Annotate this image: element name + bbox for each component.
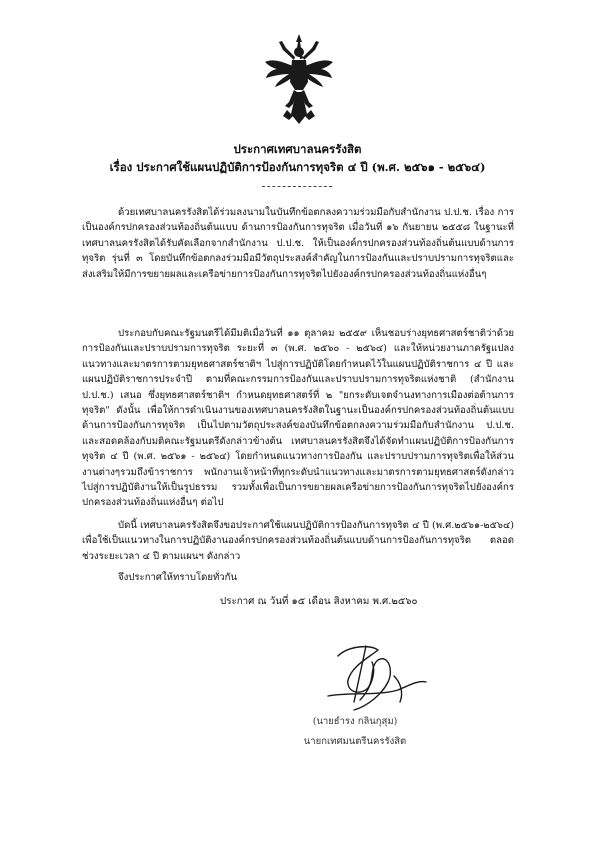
- garuda-emblem-icon: [263, 32, 335, 126]
- paragraph-text: บัดนี้ เทศบาลนครรังสิตจึงขอประกาศใช้แผนปฏิบัติการป้องกันการทุจริต ๔ ปี (พ.ศ.๒๕๖๑-๒๕๖๔) เพื่อใช้เป็นแนวทางในการปฏิบัติงานองค์กรปกครองส่วนท้องถิ่นต้นแบบด้านการป้องกันการทุจริต ตลอดช่วงระยะเวลา ๔ ปี ตามแผนฯ ดังกล่าว: [82, 520, 514, 562]
- handwritten-signature: [308, 636, 438, 726]
- announcement-date: ประกาศ ณ วันที่ ๑๕ เดือน สิงหาคม พ.ศ.๒๕๖๐: [220, 596, 418, 607]
- paragraph-text: ประกอบกับคณะรัฐมนตรีได้มีมติเมื่อวันที่ ๑๑ ตุลาคม ๒๕๕๙ เห็นชอบร่างยุทธศาสตร์ชาติว่าด้วยการป้องกันและปราบปรามการทุจริต ระยะที่ ๓ (พ.ศ. ๒๕๖๐ - ๒๕๖๔) และให้หน่วยงานภาครัฐแปลงแนวทางและมาตรการตามยุทธศาสตร์ชาติฯ ไปสู่การปฏิบัติโดยกำหนดไว้ในแผนปฏิบัติราชการ ๔ ปี และแผนปฏิบัติราชการประจำปี ตามที่คณะกรรมการป้องกันและปราบปรามการทุจริตแห่งชาติ (สำนักงาน ป.ป.ช.) เสนอ ซึ่งยุทธศาสตร์ชาติฯ กำหนดยุทธศาสตร์ที่ ๒ "ยกระดับเจตจำนงทางการเมืองต่อต้านการทุจริต" ดังนั้น เพื่อให้การดำเนินงานของเทศบาลนครรังสิตในฐานะเป็นองค์กรปกครองส่วนท้องถิ่นต้นแบบ ด้านการป้องกันการทุจริต เป็นไปตามวัตถุประสงค์ของบันทึกข้อตกลงความร่วมมือกับสำนักงาน ป.ป.ช. และสอดคล้องกับมติคณะรัฐมนตรีดังกล่าวข้างต้น เทศบาลนครรังสิตจึงได้จัดทำแผนปฏิบัติการป้องกันการทุจริต ๔ ปี (พ.ศ. ๒๕๖๑ - ๒๕๖๔) โดยกำหนดแนวทางการป้องกัน และปราบปรามการทุจริตเพื่อให้ส่วนงานต่างๆรวมถึงข้าราชการ พนักงานเจ้าหน้าที่ทุกระดับนำแนวทางและมาตรการตามยุทธศาสตร์ดังกล่าวไปสู่การปฏิบัติงานให้เป็นรูปธรรม รวมทั้งเพื่อเป็นการขยายผลเครือข่ายการป้องกันการทุจริตไปยังองค์กรปกครองส่วนท้องถิ่นแห่งอื่นๆ ต่อไป: [82, 328, 514, 509]
- body-paragraph-1: [82, 205, 514, 282]
- paragraph-text: จึงประกาศให้ทราบโดยทั่วกัน: [118, 572, 238, 583]
- signer-title: นายกเทศมนตรีนครรังสิต: [303, 736, 407, 747]
- announcement-subject: เรื่อง ประกาศใช้แผนปฏิบัติการป้องกันการทุจริต ๔ ปี (พ.ศ. ๒๕๖๑ - ๒๕๖๔): [109, 160, 486, 174]
- announcement-heading: ประกาศเทศบาลนครรังสิต: [233, 142, 362, 156]
- paragraph-text: ด้วยเทศบาลนครรังสิตได้ร่วมลงนามในบันทึกข้อตกลงความร่วมมือกับสำนักงาน ป.ป.ช. เรื่อง การเป็นองค์กรปกครองส่วนท้องถิ่นต้นแบบ ด้านการป้องกันการทุจริต เมื่อวันที่ ๑๖ กันยายน ๒๕๕๘ ในฐานะที่เทศบาลนครรังสิตได้รับคัดเลือกจากสำนักงาน ป.ป.ช. ให้เป็นองค์กรปกครองส่วนท้องถิ่นต้นแบบด้านการทุจริต รุ่นที่ ๓ โดยบันทึกข้อตกลงร่วมมือมีวัตถุประสงค์สำคัญในการป้องกันและปราบปรามการทุจริตและส่งเสริมให้มีการขยายผลและเครือข่ายการป้องกันการทุจริตไปยังองค์กรปกครองส่วนท้องถิ่นแห่งอื่นๆ: [82, 207, 514, 280]
- body-paragraph-4: [82, 570, 514, 585]
- body-paragraph-3: [82, 518, 514, 564]
- signer-name: (นายธำรง กลินกุสุม): [312, 716, 398, 727]
- heading-divider: [262, 186, 332, 187]
- body-paragraph-2: [82, 326, 514, 511]
